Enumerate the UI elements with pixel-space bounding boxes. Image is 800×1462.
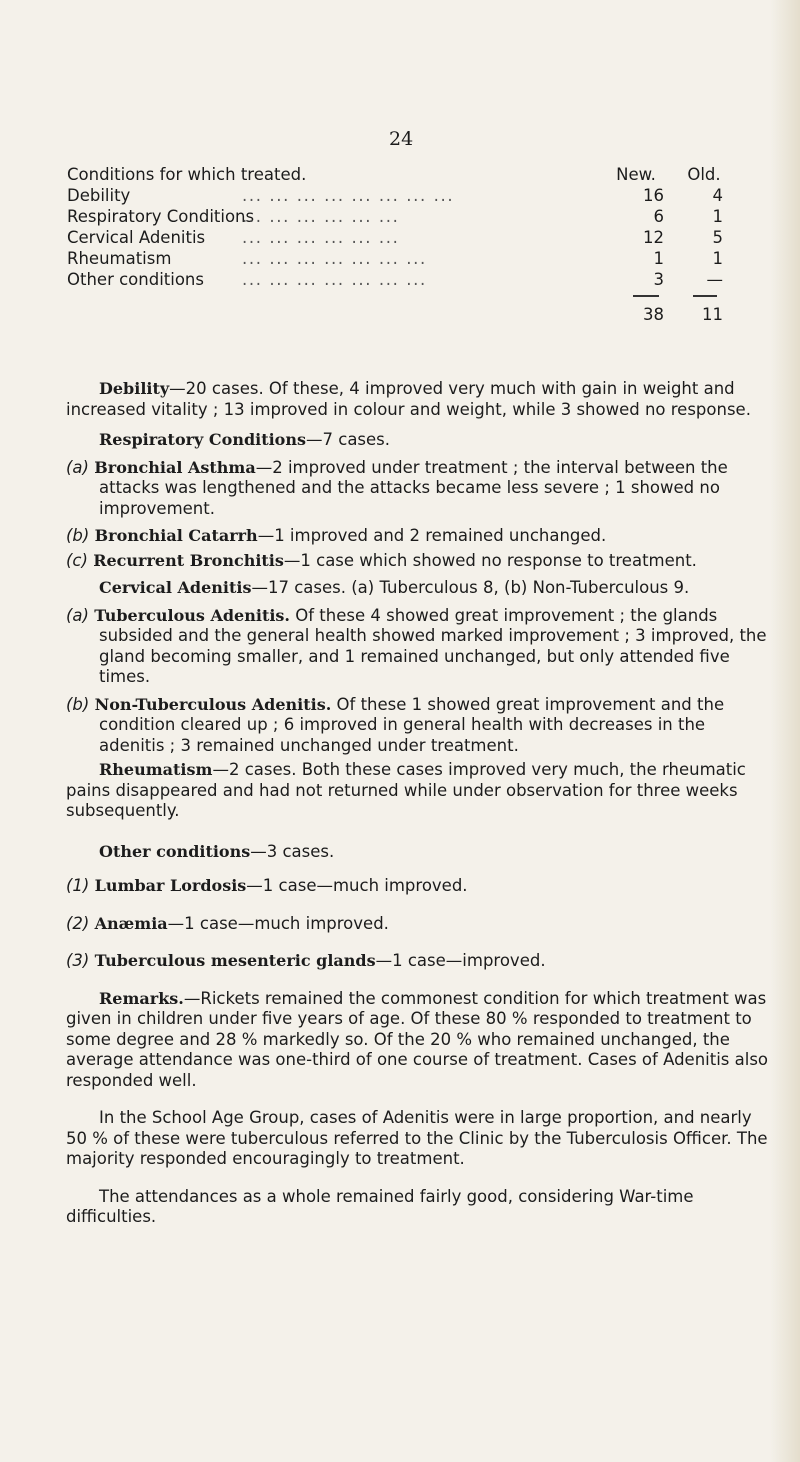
cervical-item-b <box>66 695 770 757</box>
respiratory-text: —7 cases. <box>306 430 391 449</box>
table-row <box>67 185 767 206</box>
report-body <box>66 379 770 1228</box>
header-old: Old. <box>687 165 721 184</box>
other-conditions-paragraph <box>66 842 770 863</box>
item-index: (2) <box>66 913 90 933</box>
item-heading: Non-Tuberculous Adenitis. <box>94 694 332 714</box>
other-conditions-text: —3 cases. <box>250 841 335 861</box>
header-new: New. <box>616 165 656 184</box>
row-old-count: 1 <box>712 249 723 268</box>
cervical-text: —17 cases. (a) Tuberculous 8, (b) Non-Tuberculous 9. <box>251 578 690 597</box>
row-label: Other conditions <box>67 270 204 289</box>
item-heading: Recurrent Bronchitis <box>93 550 284 570</box>
item-text: Of these 1 showed great improvement and the condition cleared up ; 6 improved in general health with decreases in the adenitis ; 3 remained unchanged under treatment. <box>99 694 725 755</box>
debility-text: —20 cases. Of these, 4 improved very much with gain in weight and increased vitality ; 13 improved in colour and weight, while 3 showed no response. <box>66 379 751 419</box>
row-new-count: 6 <box>653 207 664 226</box>
remarks-paragraph <box>66 989 770 1092</box>
respiratory-item-c <box>66 551 770 572</box>
cervical-paragraph <box>66 578 770 599</box>
item-text: —1 case—much improved. <box>246 876 468 895</box>
row-old-count: 5 <box>712 228 723 247</box>
row-new-count: 1 <box>653 249 664 268</box>
debility-paragraph <box>66 379 770 420</box>
other-item-1 <box>66 876 770 897</box>
page-number: 24 <box>389 128 414 150</box>
row-new-count: 12 <box>643 228 664 247</box>
row-label: Cervical Adenitis <box>67 228 206 247</box>
cervical-item-a <box>66 606 770 688</box>
attendances-paragraph: The attendances as a whole remained fairly good, considering War-time difficulties. <box>66 1186 694 1226</box>
total-rule-new <box>633 295 659 297</box>
row-label: Rheumatism <box>67 249 172 268</box>
row-old-count: — <box>706 270 723 289</box>
item-index: (c) <box>66 550 88 570</box>
total-old: 11 <box>702 305 723 324</box>
item-index: (a) <box>66 457 89 477</box>
respiratory-item-a <box>66 458 770 520</box>
table-row <box>67 269 767 290</box>
page-edge-shadow <box>770 0 800 1462</box>
item-text: —2 improved under treatment ; the interval between the attacks was lengthened and the attacks became less severe ; 1 showed no improvement. <box>99 457 728 518</box>
cervical-heading: Cervical Adenitis <box>99 578 252 597</box>
row-leader-dots: ... ... ... ... ... ... <box>242 228 400 247</box>
debility-heading: Debility <box>99 379 170 398</box>
item-heading: Tuberculous Adenitis. <box>94 605 290 625</box>
row-old-count: 1 <box>712 207 723 226</box>
header-conditions: Conditions for which treated. <box>67 165 307 184</box>
row-new-count: 16 <box>643 186 664 205</box>
row-label: Debility <box>67 186 131 205</box>
respiratory-heading: Respiratory Conditions <box>99 430 306 449</box>
item-index: (b) <box>66 694 90 714</box>
row-leader-dots: ... ... ... ... ... ... ... ... <box>242 186 455 205</box>
table-header <box>67 164 767 185</box>
total-rules <box>67 290 767 300</box>
other-conditions-heading: Other conditions <box>99 841 251 861</box>
item-heading: Bronchial Asthma <box>94 457 256 477</box>
other-item-2 <box>66 914 770 935</box>
item-text: —1 case which showed no response to treatment. <box>283 550 697 570</box>
row-old-count: 4 <box>712 186 723 205</box>
item-index: (3) <box>66 951 90 970</box>
respiratory-item-b <box>66 526 770 547</box>
item-text: —1 case—much improved. <box>167 913 389 933</box>
conditions-table <box>67 164 767 324</box>
rheumatism-paragraph <box>66 760 770 822</box>
total-new: 38 <box>643 305 664 324</box>
row-new-count: 3 <box>653 270 664 289</box>
row-leader-dots: ... ... ... ... ... ... ... <box>242 249 427 268</box>
remarks-text: —Rickets remained the commonest condition for which treatment was given in children under five years of age. Of these 80 % responded to treatment to some degree and 28 % markedly so. Of the 20 % who remained unchanged, the average attendance was one-third of one course of treatment. Cases of Adenitis also responded well. <box>66 988 769 1090</box>
item-index: (b) <box>66 526 90 545</box>
other-item-3 <box>66 951 770 972</box>
item-text: —1 improved and 2 remained unchanged. <box>257 526 607 545</box>
item-index: (a) <box>66 605 89 625</box>
item-heading: Tuberculous mesenteric glands <box>94 951 376 970</box>
row-label: Respiratory Conditions <box>67 207 255 226</box>
total-rule-old <box>693 295 717 297</box>
remarks-heading: Remarks. <box>99 988 184 1008</box>
item-heading: Bronchial Catarrh <box>94 526 258 545</box>
respiratory-paragraph <box>66 430 770 451</box>
school-age-paragraph: In the School Age Group, cases of Adenitis were in large proportion, and nearly 50 % of these were tuberculous referred to the Clinic by the Tuberculosis Officer. The majority responded encouragingly to treatment. <box>66 1108 768 1168</box>
table-total-row <box>67 300 767 324</box>
row-leader-dots: ... ... ... ... ... ... ... <box>242 270 427 289</box>
table-row <box>67 248 767 269</box>
row-leader-dots: ... ... ... ... ... ... <box>242 207 400 226</box>
item-text: Of these 4 showed great improvement ; the glands subsided and the general health showed marked improvement ; 3 improved, the gland becoming smaller, and 1 remained unchanged, but only attended five times. <box>99 605 767 686</box>
table-row <box>67 206 767 227</box>
item-index: (1) <box>66 876 90 895</box>
rheumatism-text: —2 cases. Both these cases improved very much, the rheumatic pains disappeared and had not returned while under observation for three weeks subsequently. <box>66 760 746 820</box>
item-heading: Lumbar Lordosis <box>94 876 247 895</box>
item-text: —1 case—improved. <box>375 951 546 970</box>
item-heading: Anæmia <box>94 913 168 933</box>
rheumatism-heading: Rheumatism <box>99 760 213 779</box>
table-row <box>67 227 767 248</box>
